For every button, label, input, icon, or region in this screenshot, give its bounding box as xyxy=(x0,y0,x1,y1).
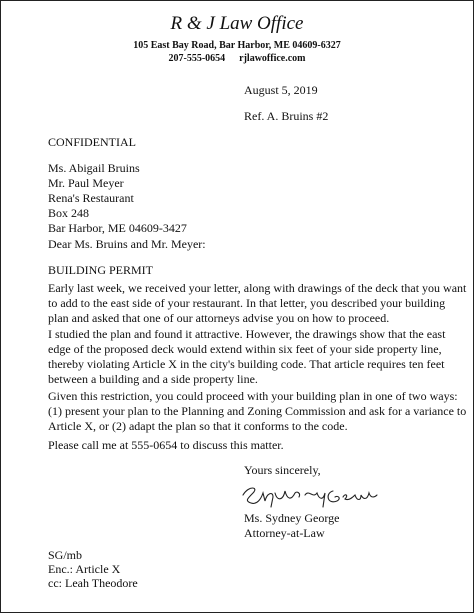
body-paragraph-4 xyxy=(48,438,468,453)
paragraph-text: Given this restriction, you could proceed with your building plan in one of two ways: (1) present your plan to the Planning and Zoning Commission and ask for a variance to Article X, or (2) adapt the plan so that it conforms to the code. xyxy=(48,389,467,433)
reference-line: Ref. A. Bruins #2 xyxy=(244,109,329,123)
firm-name: R & J Law Office xyxy=(170,13,304,34)
paragraph-text: I studied the plan and found it attractive. However, the drawings show that the east edge of the proposed deck would extend within six feet of your side property line, thereby violating Article X in the city's building code. That article requires ten feet between a building and a side property line. xyxy=(48,327,446,386)
salutation: Dear Ms. Bruins and Mr. Meyer: xyxy=(48,237,206,251)
confidential-notation: CONFIDENTIAL xyxy=(48,135,136,149)
recipient-business: Rena's Restaurant xyxy=(48,191,134,205)
firm-address: 105 East Bay Road, Bar Harbor, ME 04609-6327 xyxy=(133,40,341,51)
firm-phone: 207-555-0654 xyxy=(168,53,226,64)
firm-website: rjlawoffice.com xyxy=(239,53,306,64)
paragraph-text: Early last week, we received your letter, along with drawings of the deck that you want to add to the east side of your restaurant. In that letter, you described your building plan and asked that one of our attorneys advise you on how to proceed. xyxy=(48,281,467,325)
signer-name: Ms. Sydney George xyxy=(244,511,340,525)
firm-contact xyxy=(1,52,473,65)
recipient-box: Box 248 xyxy=(48,206,90,220)
complimentary-close: Yours sincerely, xyxy=(244,463,321,477)
enclosure-notation: Enc.: Article X xyxy=(48,562,121,576)
body-paragraph-2 xyxy=(48,327,468,387)
body-paragraph-1 xyxy=(48,281,468,326)
letter-date: August 5, 2019 xyxy=(244,83,318,97)
body-paragraph-3 xyxy=(48,389,468,434)
letterhead xyxy=(1,13,473,65)
copy-notation: cc: Leah Theodore xyxy=(48,576,138,590)
recipient-name-2: Mr. Paul Meyer xyxy=(48,176,124,190)
recipient-name-1: Ms. Abigail Bruins xyxy=(48,161,140,175)
reference-initials: SG/mb xyxy=(48,548,83,562)
recipient-city: Bar Harbor, ME 04609-3427 xyxy=(48,221,187,235)
signer-title: Attorney-at-Law xyxy=(244,526,325,540)
paragraph-text: Please call me at 555-0654 to discuss this matter. xyxy=(48,438,284,452)
handwritten-signature xyxy=(239,479,379,511)
subject-line: BUILDING PERMIT xyxy=(48,263,153,277)
